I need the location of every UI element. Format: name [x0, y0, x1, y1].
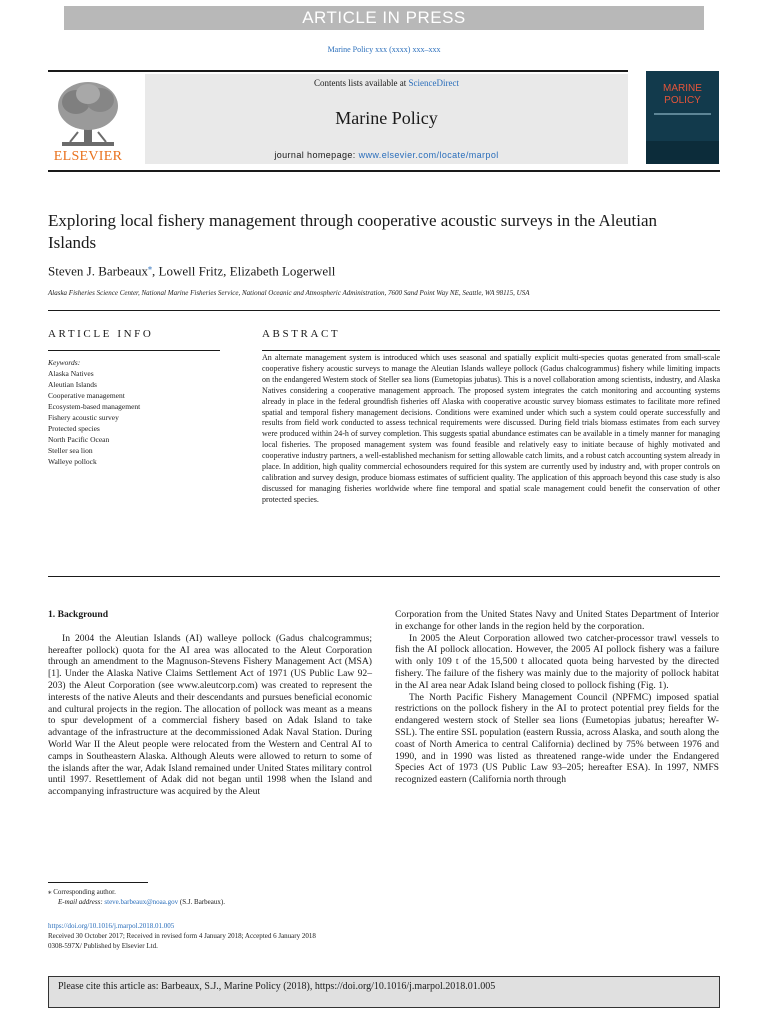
email-link[interactable]: steve.barbeaux@noaa.gov	[104, 898, 179, 906]
keyword-item: Aleutian Islands	[48, 380, 97, 389]
journal-cover-thumbnail[interactable]	[646, 71, 719, 164]
header-top-rule	[48, 70, 628, 72]
section-divider	[48, 576, 720, 577]
body-column-right	[395, 609, 719, 786]
body-column-left	[48, 609, 372, 798]
sciencedirect-link[interactable]: ScienceDirect	[408, 78, 459, 88]
article-title: Exploring local fishery management through cooperative acoustic surveys in the Aleutian Islands	[48, 211, 657, 252]
keyword-item: Cooperative management	[48, 391, 125, 400]
other-authors: , Lowell Fritz, Elizabeth Logerwell	[152, 263, 336, 279]
cover-title	[646, 83, 719, 107]
issn-publisher: 0308-597X/ Published by Elsevier Ltd.	[48, 942, 158, 950]
contents-available-line	[145, 78, 628, 88]
section-heading: 1. Background	[48, 609, 109, 620]
author-1: Steven J. Barbeaux	[48, 263, 149, 279]
corresponding-author-note: ⁎ Corresponding author.	[48, 888, 116, 896]
keywords-label: Keywords:	[48, 358, 81, 367]
footnotes	[48, 887, 448, 907]
email-label: E-mail address:	[58, 898, 105, 906]
keyword-item: Alaska Natives	[48, 369, 94, 378]
email-suffix: (S.J. Barbeaux).	[178, 898, 225, 906]
keyword-item: Fishery acoustic survey	[48, 413, 119, 422]
body-paragraph: In 2004 the Aleutian Islands (AI) walleye pollock (Gadus chalcogrammus; hereafter pollock) quota for the AI area was allocated to the Aleut Corporation through an amendment to the Magnuson-Stevens Fishery Management Act (MSA) [1]. Under the Alaska Native Claims Settlement Act of 1971 (US Public Law 92–203) the Aleut Corporation (see www.aleutcorp.com) was created to represent the interests of the native Aleuts and their descendants and pursues beneficial economic and cultural projects in the region. The allocation of pollock was meant as a means to spur development of a commercial fishery based on Adak Island to take advantage of the infrastructure at the decommissioned Adak Naval Station. During World War II the Aleut people were relocated from the Western and Central AI to camps in Southeastern Alaska. Although Aleuts were allowed to return to some of the islands after the war, Adak Island remained under United States military control until 1997. Resettlement of Adak did not began until 1998 when the Island and accompanying infrastructure was acquired by the Aleut	[48, 632, 372, 798]
author-list	[48, 263, 688, 279]
keywords-list	[48, 357, 228, 467]
journal-title: Marine Policy	[335, 108, 438, 128]
contents-prefix: Contents lists available at	[314, 78, 409, 88]
email-footnote	[48, 897, 448, 907]
journal-homepage-line	[145, 150, 628, 160]
abstract-rule	[262, 350, 720, 351]
cover-title-line1: MARINE	[663, 83, 702, 94]
keyword-item: North Pacific Ocean	[48, 435, 110, 444]
doi-link[interactable]: https://doi.org/10.1016/j.marpol.2018.01.005	[48, 922, 175, 930]
cover-stripe	[646, 141, 719, 164]
cover-subtitle-bar	[654, 113, 711, 115]
article-info-heading: ARTICLE INFO	[48, 328, 154, 340]
section-divider	[48, 310, 720, 311]
keyword-item: Protected species	[48, 424, 100, 433]
author-affiliation: Alaska Fisheries Science Center, National Marine Fisheries Service, National Oceanic and Atmospheric Administration, 7600 Sand Point Way NE, Seattle, WA 98115, USA	[48, 289, 530, 297]
journal-reference-link[interactable]: Marine Policy xxx (xxxx) xxx–xxx	[327, 45, 441, 54]
citation-text: Please cite this article as: Barbeaux, S.J., Marine Policy (2018), https://doi.org/10.1016/j.marpol.2018.01.005	[58, 981, 496, 992]
homepage-prefix: journal homepage:	[274, 150, 359, 160]
header-bottom-rule	[48, 170, 720, 172]
keyword-item: Walleye pollock	[48, 457, 97, 466]
keyword-item: Steller sea lion	[48, 446, 93, 455]
publication-info	[48, 921, 468, 951]
elsevier-wordmark: ELSEVIER	[53, 149, 123, 164]
cover-title-line2: POLICY	[664, 95, 701, 106]
body-paragraph: Corporation from the United States Navy and United States Department of Interior in exchange for other lands in the region held by the corporation.	[395, 609, 719, 632]
abstract-heading: ABSTRACT	[262, 328, 341, 340]
footnote-rule	[48, 882, 148, 883]
homepage-link[interactable]: www.elsevier.com/locate/marpol	[358, 150, 499, 160]
corresponding-author-mark[interactable]: ⁎	[148, 263, 153, 272]
body-paragraph: The North Pacific Fishery Management Council (NPFMC) imposed spatial restrictions on the pollock fishery in the AI to protect potential prey fields for the endangered western stock of Steller sea lions (Eumetopias jubatus; hereafter W-SSL). The entire SSL population (eastern Russia, across Alaska, and south along the coast of North America to central California) declined by 75% between 1976 and 1990, and in 1990 was listed as threatened range-wide under the Endangered Species Act of 1973 (US Public Law 93–205; hereafter ESA). In 1997, NMFS recognized eastern (California north through	[395, 691, 719, 786]
article-info-rule	[48, 350, 220, 351]
keyword-item: Ecosystem-based management	[48, 402, 141, 411]
body-paragraph: In 2005 the Aleut Corporation allowed two catcher-processor trawl vessels to fish the AI pollock allocation. However, the 2005 AI pollock fishery was a failure with only 109 t of the 15,500 t allocated quota being harvested by the directed fishery. The failure of the fishery was mainly due to the majority of pollock habitat in the AI area near Adak Island being closed to pollock fishing (Fig. 1).	[395, 632, 719, 691]
article-in-press-banner: ARTICLE IN PRESS	[64, 6, 704, 30]
received-dates: Received 30 October 2017; Received in revised form 4 January 2018; Accepted 6 January 2018	[48, 932, 316, 940]
abstract-text: An alternate management system is introduced which uses seasonal and spatially explicit multi-species quotas generated from small-scale cooperative fishery acoustic surveys to manage the Aleutian Islands walleye pollock (Gadus chalcogrammus) fishery while limiting impacts on the endangered Western stock of Steller sea lions (Eumetopias jubatus). This is a novel collaboration among scientists, industry, and Alaska Natives considering a cooperative management approach. The proposed system integrates the catch monitoring and accounting systems already in place in the federal groundfish fisheries off Alaska with cooperative acoustic survey biomass estimates to facilitate more refined spatial and temporal fishery management decisions. Conditions were examined under which such a system could operate successfully and results from field work conducted to assess technical requirements were discussed. During field trials biomass estimates from each survey were produced within 24-h of survey completion. This suggests spatial abundance estimates can be available in a timely manner for managing local fisheries. The proposed management system was found feasible and relatively easy to initiate because of highly motivated and cooperative industry partners, a well-established mechanism for setting allowable catch limits, and a robust catch accounting system already in place. In addition, high quality commercial echosounders required for this system are currently used by industry and, with proper controls on calibration and survey design, produce biomass estimates of sufficient quality. The application of this approach beyond this case study is also discussed for managing fisheries worldwide where fine temporal and spatial scale management could benefit the conservation of other protected species.	[262, 353, 720, 504]
